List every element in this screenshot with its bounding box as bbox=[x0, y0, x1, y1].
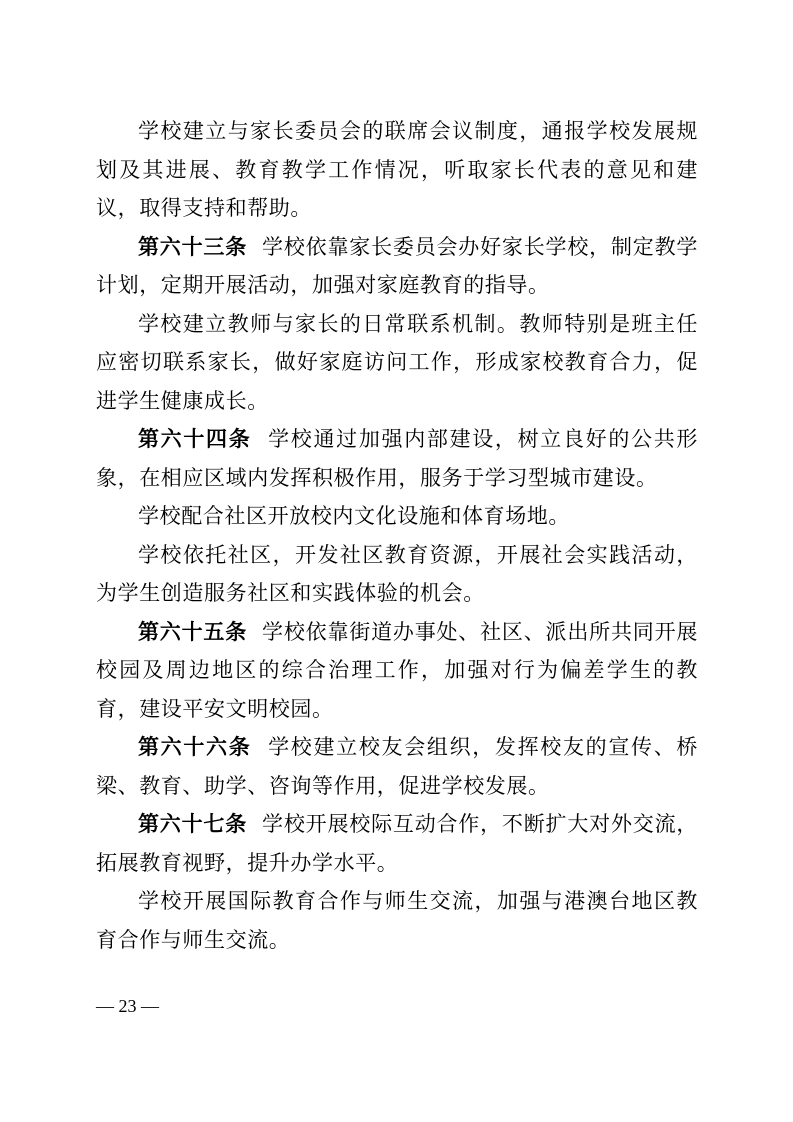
paragraph-10 bbox=[96, 882, 698, 959]
paragraph-3 bbox=[96, 305, 698, 421]
article-number: 第六十三条 bbox=[138, 233, 248, 259]
page-number: — 23 — bbox=[96, 996, 159, 1016]
paragraph-6 bbox=[96, 536, 698, 613]
paragraph-text: 学校依靠家长委员会办好家长学校，制定教学计划，定期开展活动，加强对家庭教育的指导。 bbox=[96, 234, 699, 297]
article-number: 第六十四条 bbox=[138, 426, 252, 451]
paragraph-1 bbox=[96, 112, 698, 228]
paragraph-8 bbox=[96, 728, 698, 805]
paragraph-7 bbox=[96, 613, 698, 729]
paragraph-4 bbox=[96, 420, 698, 497]
article-number: 第六十五条 bbox=[138, 618, 248, 644]
paragraph-9 bbox=[96, 805, 698, 882]
paragraph-text: 学校开展国际教育合作与师生交流，加强与港澳台地区教育合作与师生交流。 bbox=[96, 889, 698, 952]
article-number: 第六十七条 bbox=[138, 811, 248, 836]
paragraph-text: 学校建立与家长委员会的联席会议制度，通报学校发展规划及其进展、教育教学工作情况，听取家长代表的意见和建议，取得支持和帮助。 bbox=[96, 119, 698, 220]
paragraph-text: 学校配合社区开放校内文化设施和体育场地。 bbox=[138, 504, 570, 528]
paragraph-text: 学校建立教师与家长的日常联系机制。教师特别是班主任应密切联系家长，做好家庭访问工作，形成家校教育合力，促进学生健康成长。 bbox=[96, 311, 698, 413]
paragraph-text: 学校建立校友会组织，发挥校友的宣传、桥梁、教育、助学、咨询等作用，促进学校发展。 bbox=[96, 735, 698, 798]
paragraph-5 bbox=[96, 497, 698, 536]
paragraph-text: 学校依托社区，开发社区教育资源，开展社会实践活动，为学生创造服务社区和实践体验的机会。 bbox=[96, 542, 698, 605]
paragraph-2 bbox=[96, 228, 698, 305]
article-number: 第六十六条 bbox=[138, 734, 252, 759]
paragraph-text: 学校依靠街道办事处、社区、派出所共同开展校园及周边地区的综合治理工作，加强对行为偏差学生的教育，建设平安文明校园。 bbox=[96, 619, 699, 721]
paragraph-text: 学校通过加强内部建设，树立良好的公共形象，在相应区域内发挥积极作用，服务于学习型城市建设。 bbox=[96, 427, 698, 490]
paragraph-text: 学校开展校际互动合作，不断扩大对外交流，拓展教育视野，提升办学水平。 bbox=[96, 812, 699, 875]
document-body bbox=[96, 112, 698, 959]
